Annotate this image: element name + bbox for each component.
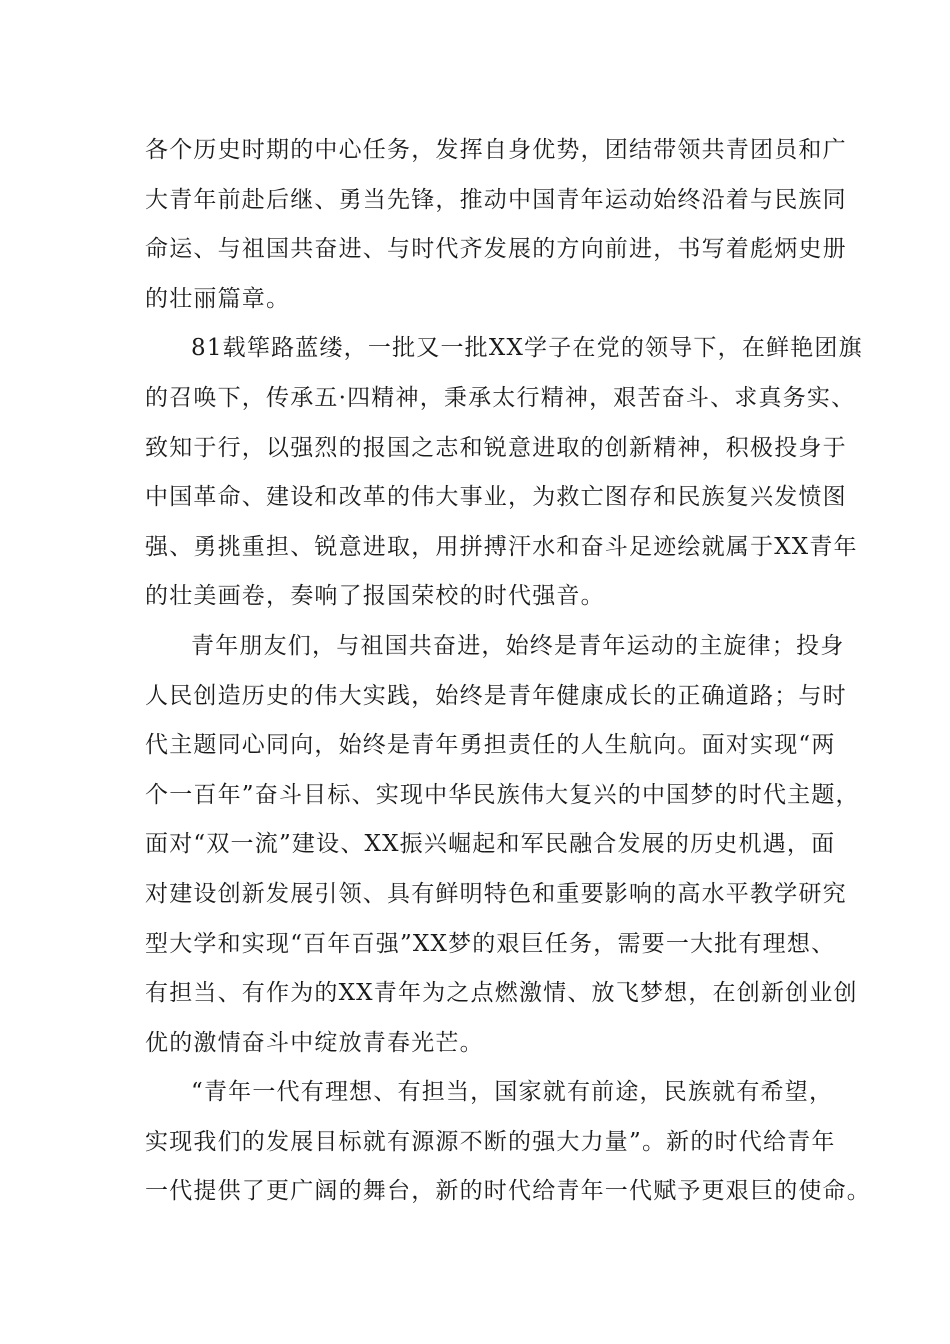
text-line-13: 代主题同心同向，始终是青年勇担责任的人生航向。面对实现“两 <box>145 732 836 759</box>
text-line-12: 人民创造历史的伟大实践，始终是青年健康成长的正确道路；与时 <box>145 682 847 709</box>
text-line-19: 优的激情奋斗中绽放青春光芒。 <box>145 1029 484 1056</box>
text-line-17: 型大学和实现“百年百强”XX梦的艰巨任务，需要一大批有理想、 <box>145 930 836 957</box>
body-text <box>145 126 871 1217</box>
text-line-4: 的壮丽篇章。 <box>145 285 291 312</box>
text-line-8: 中国革命、建设和改革的伟大事业，为救亡图存和民族复兴发愤图 <box>145 484 847 511</box>
text-line-1: 各个历史时期的中心任务，发挥自身优势，团结带领共青团员和广 <box>145 137 847 163</box>
text-line-16: 对建设创新发展引领、具有鲜明特色和重要影响的高水平教学研究 <box>145 880 847 907</box>
text-line-3: 命运、与祖国共奋进、与时代齐发展的方向前进，书写着彪炳史册 <box>145 236 847 263</box>
paragraph-start-line-11: 青年朋友们，与祖国共奋进，始终是青年运动的主旋律；投身 <box>191 632 845 659</box>
text-line-6: 的召唤下，传承五·四精神，秉承太行精神，艰苦奋斗、求真务实、 <box>145 384 856 411</box>
text-line-9: 强、勇挑重担、锐意进取，用拼搏汗水和奋斗足迹绘就属于XX青年 <box>145 533 858 560</box>
text-line-14: 个一百年”奋斗目标、实现中华民族伟大复兴的中国梦的时代主题， <box>145 781 860 808</box>
text-line-22: 一代提供了更广阔的舞台，新的时代给青年一代赋予更艰巨的使命。 <box>145 1178 871 1205</box>
paragraph-start-line-5: 81载筚路蓝缕，一批又一批XX学子在党的领导下，在鲜艳团旗 <box>191 335 863 362</box>
text-line-15: 面对“双一流”建设、XX振兴崛起和军民融合发展的历史机遇，面 <box>145 831 836 858</box>
text-line-18: 有担当、有作为的XX青年为之点燃激情、放飞梦想，在创新创业创 <box>145 980 858 1007</box>
text-line-10: 的壮美画卷，奏响了报国荣校的时代强音。 <box>145 583 605 610</box>
paragraph-start-line-20: “青年一代有理想、有担当，国家就有前途，民族就有希望， <box>191 1079 834 1106</box>
text-line-7: 致知于行，以强烈的报国之志和锐意进取的创新精神，积极投身于 <box>145 434 847 461</box>
text-line-21: 实现我们的发展目标就有源源不断的强大力量”。新的时代给青年 <box>145 1128 836 1155</box>
text-line-2: 大青年前赴后继、勇当先锋，推动中国青年运动始终沿着与民族同 <box>145 186 847 213</box>
